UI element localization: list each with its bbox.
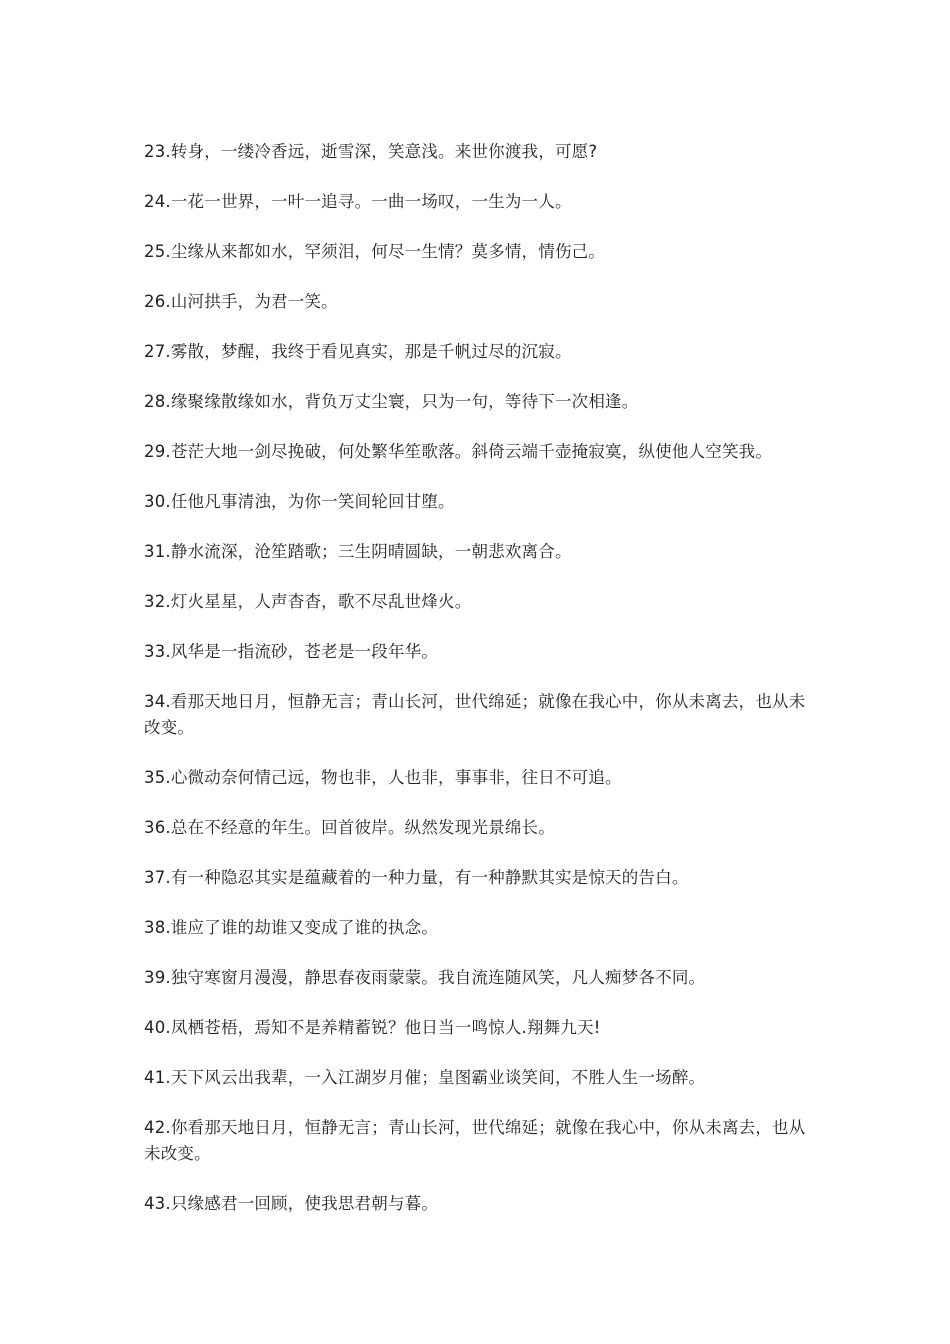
quote-line: 27.雾散，梦醒，我终于看见真实，那是千帆过尽的沉寂。 (144, 342, 572, 361)
quote-line: 30.任他凡事清浊，为你一笑间轮回甘堕。 (144, 492, 455, 511)
quote-line: 29.苍茫大地一剑尽挽破，何处繁华笙歌落。斜倚云端千壶掩寂寞，纵使他人空笑我。 (144, 442, 773, 461)
quote-list (144, 139, 810, 1241)
quote-line: 31.静水流深，沧笙踏歌；三生阴晴圆缺，一朝悲欢离合。 (144, 542, 572, 561)
quote-line: 37.有一种隐忍其实是蕴藏着的一种力量，有一种静默其实是惊天的告白。 (144, 868, 689, 887)
quote-line: 28.缘聚缘散缘如水，背负万丈尘寰，只为一句，等待下一次相逢。 (144, 392, 639, 411)
quote-line: 42.你看那天地日月，恒静无言；青山长河，世代绵延；就像在我心中，你从未离去，也从未改变。 (144, 1118, 806, 1163)
quote-line: 35.心微动奈何情己远，物也非，人也非，事事非，往日不可追。 (144, 768, 622, 787)
quote-line: 41.天下风云出我辈，一入江湖岁月催；皇图霸业谈笑间，不胜人生一场醉。 (144, 1068, 706, 1087)
quote-line: 24.一花一世界，一叶一追寻。一曲一场叹，一生为一人。 (144, 192, 572, 211)
quote-line: 23.转身，一缕冷香远，逝雪深，笑意浅。来世你渡我，可愿? (144, 142, 598, 161)
quote-line: 38.谁应了谁的劫谁又变成了谁的执念。 (144, 918, 439, 937)
quote-line: 26.山河拱手，为君一笑。 (144, 292, 338, 311)
quote-line: 32.灯火星星，人声杳杳，歌不尽乱世烽火。 (144, 592, 472, 611)
quote-line: 39.独守寒窗月漫漫，静思春夜雨蒙蒙。我自流连随风笑，凡人痴梦各不同。 (144, 968, 706, 987)
quote-line: 40.凤栖苍梧，焉知不是养精蓄锐？他日当一鸣惊人.翔舞九天! (144, 1018, 601, 1037)
quote-line: 43.只缘感君一回顾，使我思君朝与暮。 (144, 1194, 439, 1213)
quote-line: 34.看那天地日月，恒静无言；青山长河，世代绵延；就像在我心中，你从未离去，也从未改变。 (144, 692, 806, 737)
quote-line: 33.风华是一指流砂，苍老是一段年华。 (144, 642, 439, 661)
quote-line: 36.总在不经意的年生。回首彼岸。纵然发现光景绵长。 (144, 818, 555, 837)
quote-line: 25.尘缘从来都如水，罕须泪，何尽一生情？莫多情，情伤己。 (144, 242, 606, 261)
